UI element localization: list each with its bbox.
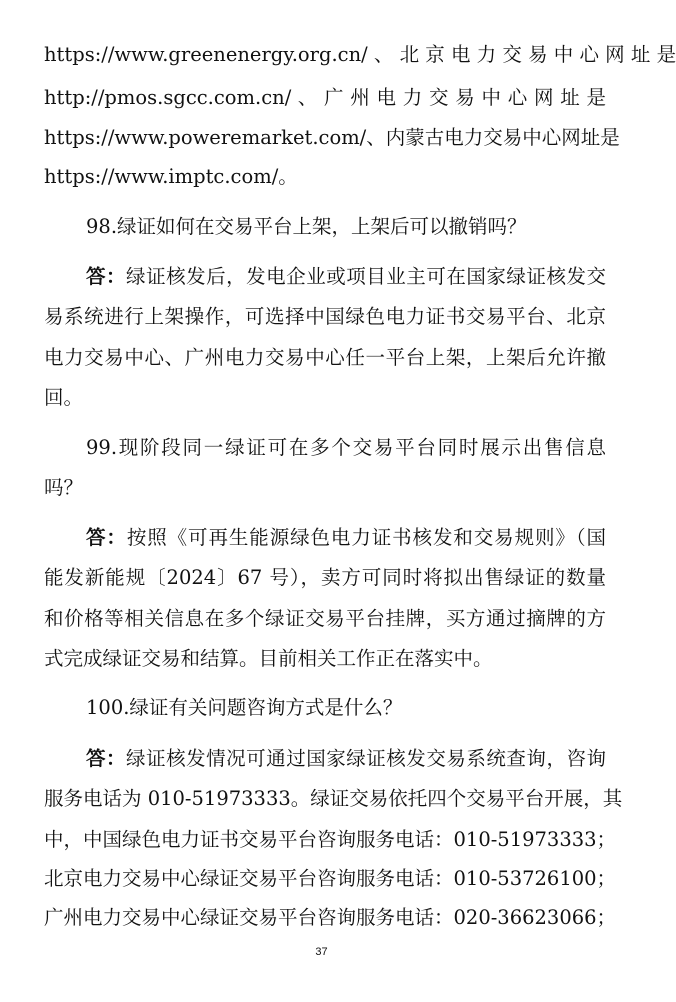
answer-100-text-1: 绿证核发情况可通过国家绿证核发交易系统查询，咨询 [126,747,606,770]
question-99-line-2: 吗？ [44,476,84,499]
answer-98-line-1 [86,262,606,292]
url-line-4: https://www.imptc.com/。 [44,165,298,188]
answer-99-line-2: 能发新能规〔2024〕67 号），卖方可同时将拟出售绿证的数量 [44,566,606,589]
answer-98-line-3: 电力交易中心、广州电力交易中心任一平台上架，上架后允许撤 [44,346,606,369]
answer-label: 答： [86,526,127,549]
answer-99-line-4: 式完成绿证交易和结算。目前相关工作正在落实中。 [44,647,493,670]
url-line-3: https://www.poweremarket.com/、内蒙古电力交易中心网址是 [44,126,620,149]
answer-98-text-1: 绿证核发后，发电企业或项目业主可在国家绿证核发交 [126,265,606,288]
answer-100-line-3: 中，中国绿色电力证书交易平台咨询服务电话：010-51973333； [44,828,617,851]
answer-100-line-2: 服务电话为 010-51973333。绿证交易依托四个交易平台开展，其 [44,787,623,810]
page-number: 37 [315,946,328,958]
answer-label: 答： [86,265,127,288]
question-98: 98.绿证如何在交易平台上架，上架后可以撤销吗？ [86,215,527,238]
answer-98-line-2: 易系统进行上架操作，可选择中国绿色电力证书交易平台、北京 [44,305,606,328]
answer-99-text-1: 按照《可再生能源绿色电力证书核发和交易规则》（国 [126,526,606,549]
answer-100-line-4: 北京电力交易中心绿证交易平台咨询服务电话：010-53726100； [44,867,617,890]
url-line-1: https://www.greenenergy.org.cn/ 、 北 京 电 力 交 易 中 心 网 址 是 [44,43,676,66]
answer-100-line-1 [86,744,606,774]
question-99-line-1: 99.现阶段同一绿证可在多个交易平台同时展示出售信息 [86,436,606,459]
answer-99-line-3: 和价格等相关信息在多个绿证交易平台挂牌，买方通过摘牌的方 [44,607,606,630]
url-line-2: http://pmos.sgcc.com.cn/ 、 广 州 电 力 交 易 中 心 网 址 是 [44,86,606,109]
question-100: 100.绿证有关问题咨询方式是什么？ [86,696,403,719]
answer-98-line-4: 回。 [44,386,84,409]
answer-99-line-1 [86,523,606,553]
answer-label: 答： [86,747,127,770]
answer-100-line-5: 广州电力交易中心绿证交易平台咨询服务电话：020-36623066； [44,906,617,929]
